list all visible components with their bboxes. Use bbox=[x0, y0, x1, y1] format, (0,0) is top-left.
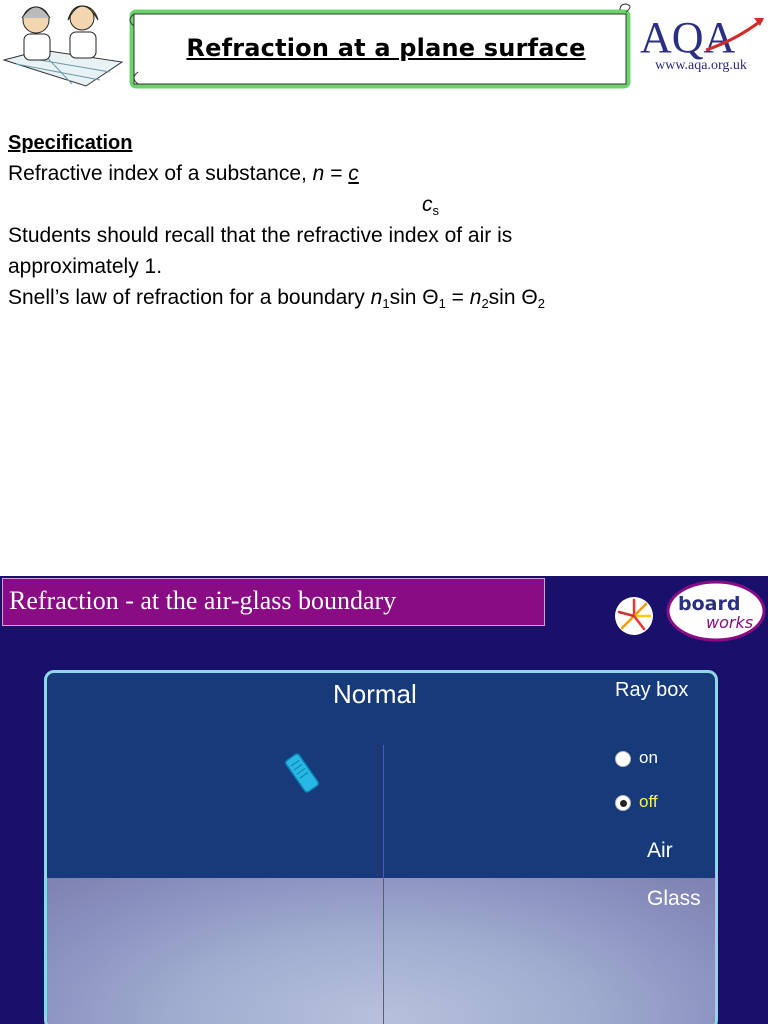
snell-n1: n bbox=[370, 286, 383, 309]
aqa-url: www.aqa.org.uk bbox=[655, 58, 747, 73]
air-index-line-2: approximately 1. bbox=[8, 255, 163, 278]
fraction-denominator bbox=[422, 189, 439, 220]
snell-sin1: sin Θ bbox=[389, 286, 439, 309]
boardworks-sun-icon bbox=[614, 596, 654, 636]
boardworks-logo-top: board bbox=[678, 593, 741, 615]
specification-heading: Specification bbox=[8, 132, 133, 154]
ray-box-label: Ray box bbox=[615, 679, 689, 701]
aqa-logo bbox=[636, 10, 766, 60]
boardworks-title: Refraction - at the air-glass boundary bbox=[9, 586, 397, 615]
snell-law-line bbox=[8, 282, 748, 313]
refractive-index-text: Refractive index of a substance, bbox=[8, 162, 313, 185]
boardworks-panel bbox=[0, 576, 768, 1024]
snell-theta1-sub: 1 bbox=[438, 296, 446, 311]
equals-sign: = bbox=[324, 162, 349, 185]
glass-label: Glass bbox=[647, 887, 701, 910]
refraction-simulation[interactable] bbox=[44, 670, 718, 1024]
air-index-line: Students should recall that the refractive index of air is bbox=[8, 224, 513, 247]
snell-sin2: sin Θ bbox=[488, 286, 538, 309]
page-title: Refraction at a plane surface bbox=[186, 34, 586, 62]
boardworks-logo bbox=[666, 580, 766, 642]
scientists-illustration bbox=[2, 2, 124, 88]
snell-law-text: Snell’s law of refraction for a boundary bbox=[8, 286, 371, 309]
aqa-logo-text: AQA bbox=[640, 13, 736, 60]
normal-line bbox=[383, 745, 384, 1024]
denominator-subscript: s bbox=[432, 203, 439, 218]
snell-n1-sub: 1 bbox=[382, 296, 390, 311]
snell-n2-sub: 2 bbox=[481, 296, 489, 311]
normal-label: Normal bbox=[333, 679, 417, 709]
air-label: Air bbox=[647, 839, 673, 862]
snell-n2: n bbox=[469, 286, 482, 309]
fraction-numerator: c bbox=[348, 162, 359, 185]
refractive-index-line bbox=[8, 158, 748, 189]
specification-section bbox=[8, 128, 748, 313]
glass-block bbox=[47, 878, 715, 1024]
boardworks-title-bar bbox=[2, 578, 545, 626]
n-symbol: n bbox=[312, 162, 325, 185]
ray-box-icon[interactable] bbox=[283, 751, 321, 794]
ray-box-off-label[interactable]: off bbox=[639, 792, 658, 811]
boardworks-logo-bottom: works bbox=[706, 613, 754, 632]
denominator-symbol: c bbox=[422, 193, 433, 216]
ray-box-on-radio[interactable] bbox=[615, 751, 631, 767]
snell-equals: = bbox=[445, 286, 470, 309]
ray-box-off-radio[interactable] bbox=[615, 795, 631, 811]
snell-theta2-sub: 2 bbox=[537, 296, 545, 311]
ray-box-on-label[interactable]: on bbox=[639, 748, 658, 767]
